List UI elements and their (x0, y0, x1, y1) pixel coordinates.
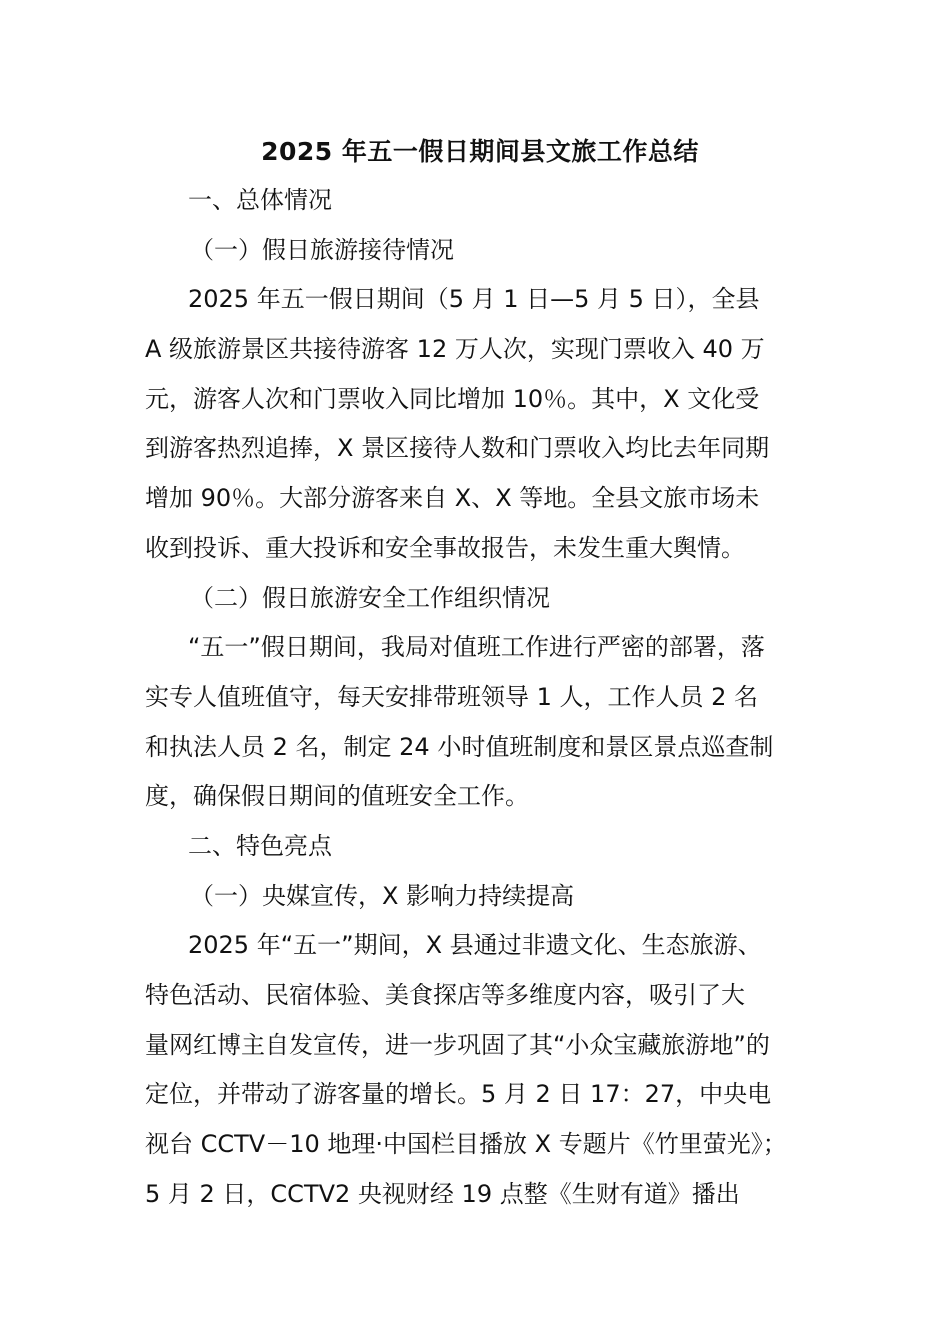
paragraph-line: 特色活动、民宿体验、美食探店等多维度内容，吸引了大 (145, 981, 745, 1009)
subsection-heading: （一）假日旅游接待情况 (190, 235, 454, 264)
paragraph-line: 量网红博主自发宣传，进一步巩固了其“小众宝藏旅游地”的 (145, 1030, 770, 1059)
paragraph-line: “五一”假日期间，我局对值班工作进行严密的部署，落 (188, 633, 765, 662)
subsection-heading: （一）央媒宣传，X 影响力持续提高 (190, 881, 575, 910)
document-title: 2025 年五一假日期间县文旅工作总结 (261, 137, 699, 166)
subsection-heading: （二）假日旅游安全工作组织情况 (190, 583, 550, 612)
section-heading: 一、总体情况 (188, 186, 332, 214)
paragraph-line: 到游客热烈追捧，X 景区接待人数和门票收入均比去年同期 (145, 434, 770, 463)
document-page (145, 128, 815, 1219)
section-heading: 二、特色亮点 (188, 831, 332, 860)
paragraph-line: 元，游客人次和门票收入同比增加 10％。其中，X 文化受 (145, 384, 760, 413)
paragraph-line: 视台 CCTV－10 地理·中国栏目播放 X 专题片《竹里萤光》； (145, 1130, 787, 1159)
paragraph-line: 收到投诉、重大投诉和安全事故报告，未发生重大舆情。 (145, 533, 745, 562)
paragraph-line: 2025 年五一假日期间（5 月 1 日—5 月 5 日），全县 (188, 285, 760, 314)
paragraph-line: 度，确保假日期间的值班安全工作。 (145, 782, 529, 811)
paragraph-line: 定位，并带动了游客量的增长。5 月 2 日 17：27，中央电 (145, 1080, 772, 1109)
paragraph-line: 5 月 2 日，CCTV2 央视财经 19 点整《生财有道》播出 (145, 1179, 740, 1208)
paragraph-line: A 级旅游景区共接待游客 12 万人次，实现门票收入 40 万 (145, 335, 765, 364)
paragraph-line: 增加 90％。大部分游客来自 X、X 等地。全县文旅市场未 (145, 484, 760, 513)
paragraph-line: 实专人值班值守，每天安排带班领导 1 人，工作人员 2 名 (145, 682, 759, 711)
paragraph-line: 和执法人员 2 名，制定 24 小时值班制度和景区景点巡查制 (145, 732, 774, 761)
paragraph-line: 2025 年“五一”期间，X 县通过非遗文化、生态旅游、 (188, 931, 762, 960)
